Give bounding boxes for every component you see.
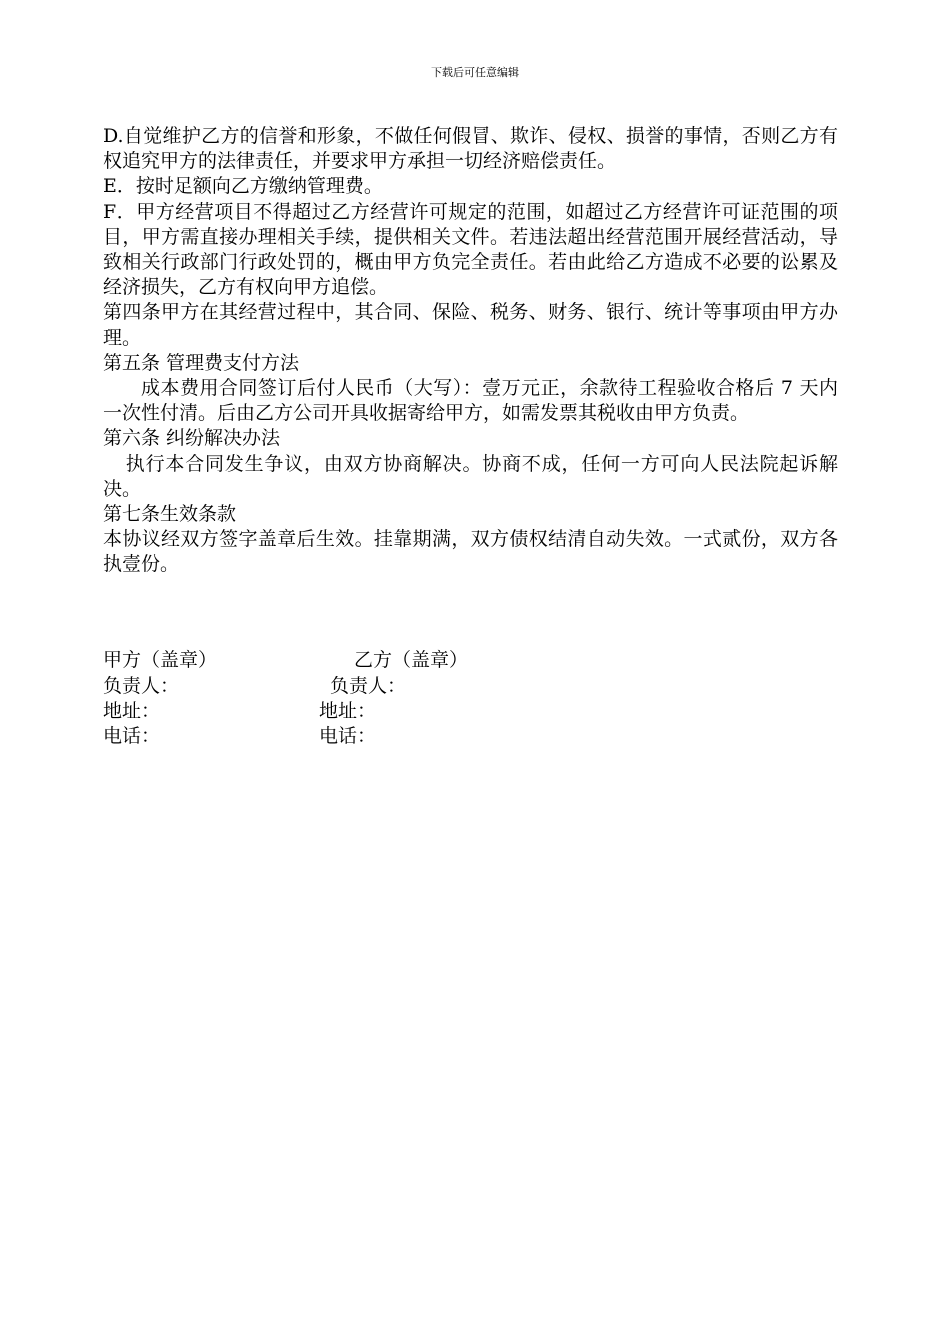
article-6-body: 执行本合同发生争议，由双方协商解决。协商不成，任何一方可向人民法院起诉解决。 bbox=[103, 452, 838, 500]
article-6-title: 第六条 纠纷解决办法 bbox=[103, 427, 281, 450]
article-7-body: 本协议经双方签字盖章后生效。挂靠期满，双方债权结清自动失效。一式贰份，双方各执壹份。 bbox=[103, 528, 838, 576]
party-a-phone: 电话： bbox=[103, 725, 161, 747]
party-b-address: 地址： bbox=[319, 700, 377, 722]
page-header: 下载后可任意编辑 bbox=[431, 66, 519, 79]
contract-body bbox=[103, 124, 838, 578]
article-5-body: 成本费用合同签订后付人民币（大写）：壹万元正，余款待工程验收合格后 7 天内一次性付清。后由乙方公司开具收据寄给甲方，如需发票其税收由甲方负责。 bbox=[103, 377, 838, 425]
party-a-address: 地址： bbox=[103, 700, 161, 722]
clause-d: D.自觉维护乙方的信誉和形象，不做任何假冒、欺诈、侵权、损誉的事情，否则乙方有权追究甲方的法律责任，并要求甲方承担一切经济赔偿责任。 bbox=[103, 125, 838, 173]
party-b-seal: 乙方（盖章） bbox=[354, 649, 469, 671]
clause-f: F．甲方经营项目不得超过乙方经营许可规定的范围，如超过乙方经营许可证范围的项目，甲方需直接办理相关手续，提供相关文件。若违法超出经营范围开展经营活动，导致相关行政部门行政处罚的，概由甲方负完全责任。若由此给乙方造成不必要的讼累及经济损失，乙方有权向甲方追偿。 bbox=[103, 200, 838, 299]
article-4: 第四条甲方在其经营过程中，其合同、保险、税务、财务、银行、统计等事项由甲方办理。 bbox=[103, 301, 838, 349]
party-b-responsible: 负责人： bbox=[330, 675, 407, 697]
party-b-phone: 电话： bbox=[319, 725, 377, 747]
party-a-seal: 甲方（盖章） bbox=[103, 649, 218, 671]
party-a-responsible: 负责人： bbox=[103, 675, 180, 697]
article-5-title: 第五条 管理费支付方法 bbox=[103, 351, 300, 374]
clause-e: E．按时足额向乙方缴纳管理费。 bbox=[103, 175, 383, 198]
article-7-title: 第七条生效条款 bbox=[103, 503, 237, 526]
